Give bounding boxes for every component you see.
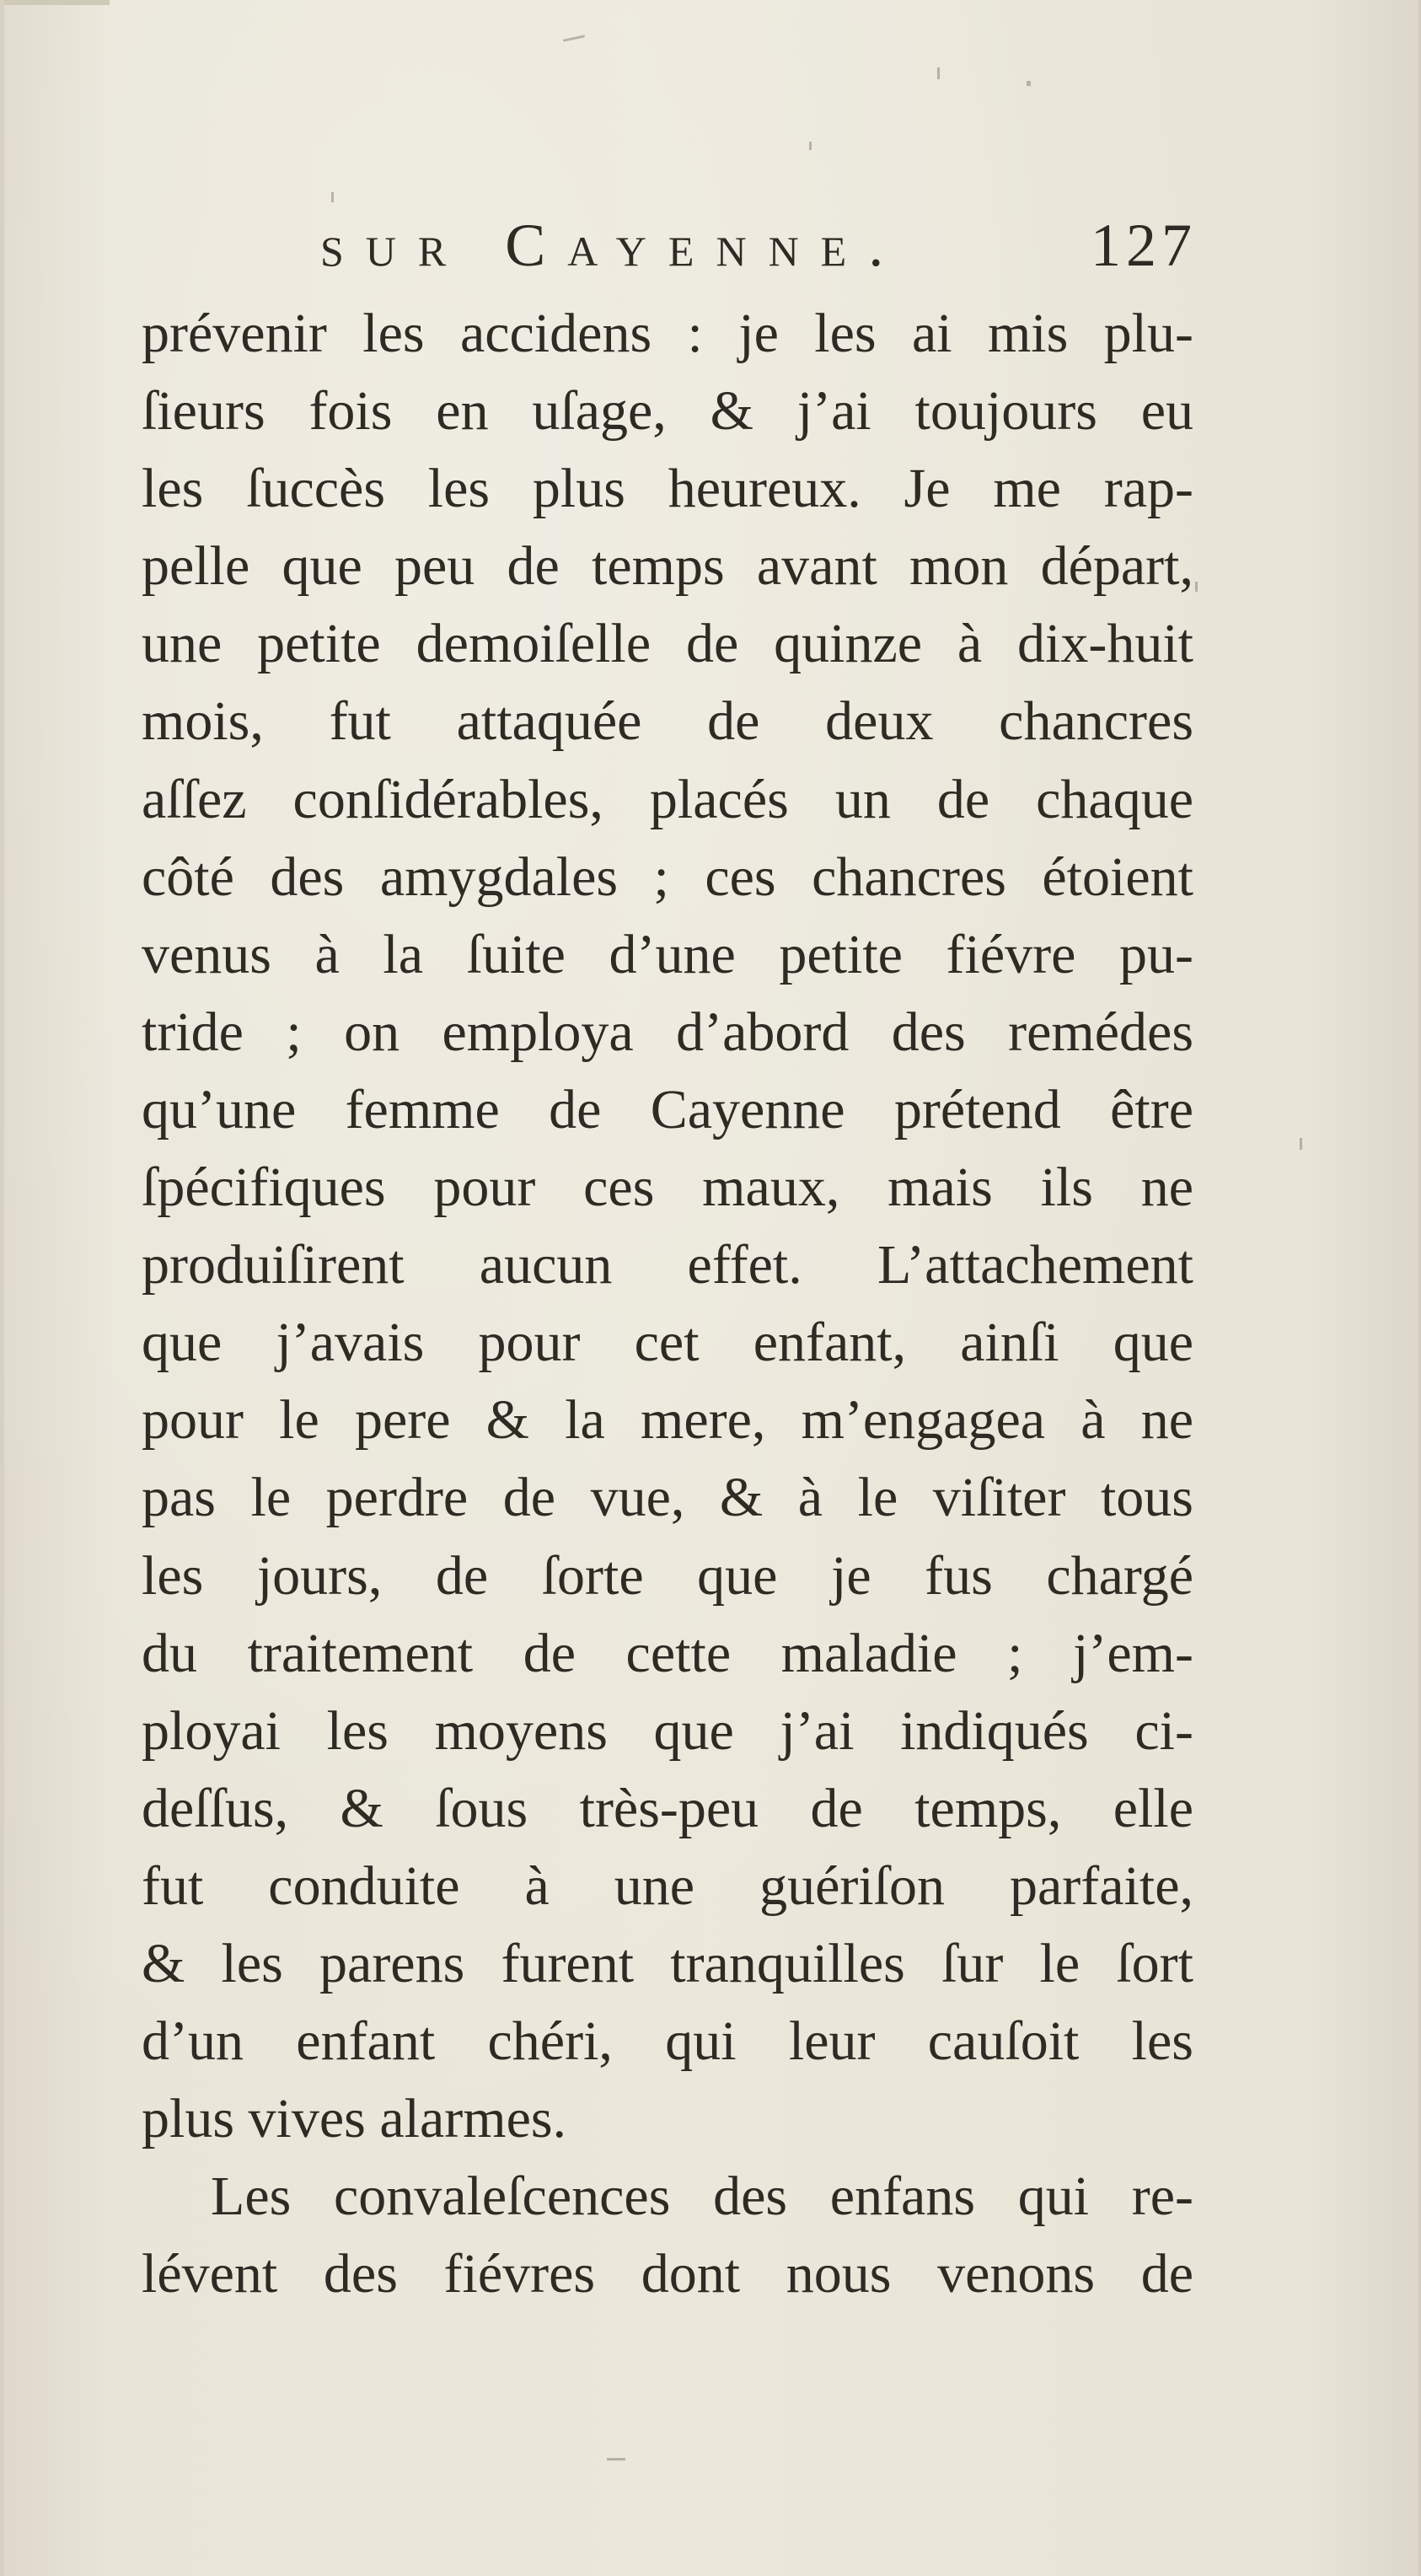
text-line: mois, fut attaquée de deux chancres [142,690,1193,753]
text-line: côté des amygdales ; ces chancres étoient [142,845,1193,908]
text-line: tride ; on employa d’abord des remédes [142,1001,1193,1063]
text-line: pelle que peu de temps avant mon départ, [142,535,1193,598]
text-line: lévent des fiévres dont nous venons de [142,2243,1193,2305]
text-line: que j’avais pour cet enfant, ainſi que [142,1312,1193,1374]
text-line: Les convaleſcences des enfans qui re- [211,2165,1193,2228]
text-line: produiſirent aucun effet. L’attachement [142,1234,1193,1296]
page-body [142,295,1193,2313]
text-line: les jours, de ſorte que je fus chargé [142,1544,1193,1607]
text-line: une petite demoiſelle de quinze à dix-huit [142,613,1193,675]
running-header [320,211,1197,295]
page-number: 127 [1091,212,1197,279]
text-line: du traitement de cette maladie ; j’em- [142,1622,1193,1684]
page-edge-shadow [0,0,110,5]
text-line: plus vives alarmes. [142,2088,567,2150]
paragraph-2 [142,2158,1193,2313]
text-line: fut conduite à une guériſon parfaite, [142,1854,1193,1917]
running-title: sur Cayenne. [320,212,906,279]
text-line: pas le perdre de vue, & à le viſiter tous [142,1467,1193,1529]
text-line: prévenir les accidens : je les ai mis plu- [142,303,1193,364]
text-line: deſſus, & ſous très-peu de temps, elle [142,1777,1193,1839]
text-line: ſpécifiques pour ces maux, mais ils ne [142,1157,1193,1219]
text-line: ployai les moyens que j’ai indiqués ci- [142,1699,1193,1762]
text-line: les ſuccès les plus heureux. Je me rap- [142,458,1193,520]
text-line: qu’une femme de Cayenne prétend être [142,1078,1193,1140]
text-line: aſſez conſidérables, placés un de chaque [142,768,1193,830]
text-line: d’un enfant chéri, qui leur cauſoit les [142,2010,1193,2073]
text-line: venus à la ſuite d’une petite fiévre pu- [142,923,1193,985]
text-line: & les parens furent tranquilles ſur le ſort [142,1932,1193,1994]
text-line: pour le pere & la mere, m’engagea à ne [142,1389,1193,1452]
text-line: ſieurs fois en uſage, & j’ai toujours eu [142,380,1193,443]
paragraph-1 [142,295,1193,2158]
